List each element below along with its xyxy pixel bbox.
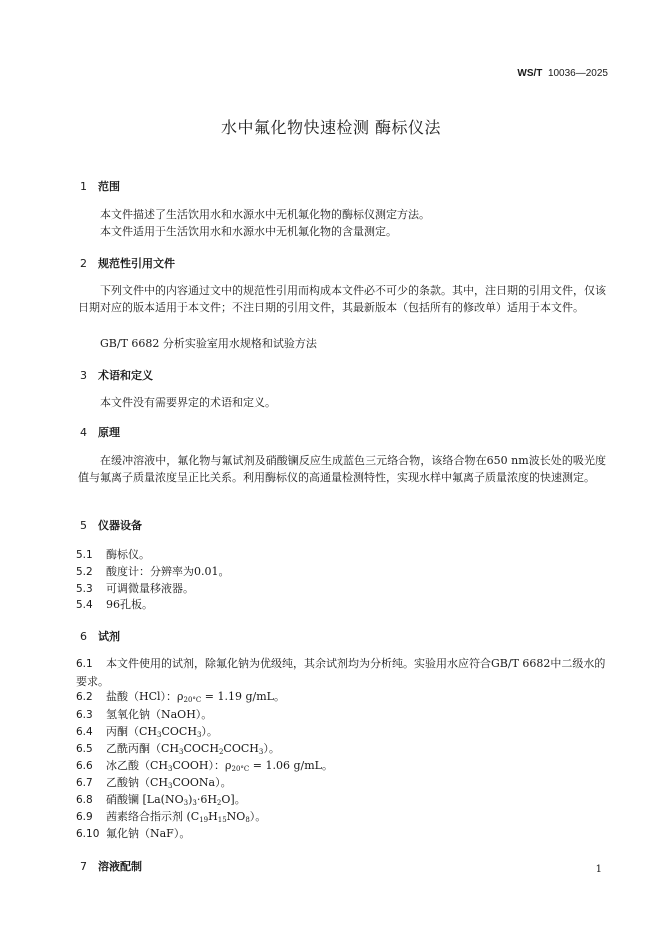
item-number: 6.6 [76, 760, 93, 772]
item-text: 96孔板。 [106, 598, 153, 611]
section-number: 1 [80, 180, 87, 193]
item-text: = 1.19 g/mL。 [201, 690, 285, 703]
item-text: COCH [161, 725, 197, 738]
section-6-heading [80, 628, 120, 644]
section-title: 溶液配制 [98, 860, 142, 873]
subscript: 3 [168, 765, 173, 773]
section-2-heading [80, 255, 175, 271]
item-text: ）。 [263, 742, 280, 755]
standard-code [517, 68, 608, 79]
page-number: 1 [595, 864, 602, 875]
item-text: 可调微量移液器。 [106, 582, 194, 595]
section-2-para-1: 下列文件中的内容通过文中的规范性引用而构成本文件必不可少的条款。其中，注日期的引用文件，仅该日期对应的版本适用于本文件；不注日期的引用文件，其最新版本（包括所有的修改单）适用于本文件。 [78, 284, 606, 314]
item-text: COOH）：ρ [172, 759, 232, 772]
subscript: 3 [196, 731, 202, 739]
item-number: 6.3 [76, 709, 93, 721]
list-item [76, 546, 150, 564]
item-text: 氢氧化钠（NaOH）。 [106, 708, 213, 721]
section-3-heading [80, 367, 153, 383]
section-1-para-1: 本文件描述了生活饮用水和水源水中无机氟化物的酶标仪测定方法。 [100, 208, 430, 221]
subscript: 3 [192, 799, 197, 807]
section-5-heading [80, 517, 142, 533]
subscript: 3 [258, 748, 264, 756]
item-number: 6.8 [76, 794, 93, 806]
item-text: ·6H [196, 793, 217, 806]
item-number: 6.9 [76, 811, 93, 823]
section-2-reference: GB/T 6682 分析实验室用水规格和试验方法 [100, 337, 317, 350]
subscript: 2 [218, 748, 224, 756]
item-number: 5.3 [76, 583, 93, 595]
list-item [76, 563, 230, 581]
item-number: 6.10 [76, 828, 100, 840]
section-7-heading [80, 858, 142, 874]
section-title: 术语和定义 [98, 369, 153, 382]
item-text: 冰乙酸（CH [106, 759, 169, 772]
std-number: 10036—2025 [547, 68, 608, 79]
item-text: 本文件使用的试剂，除氟化钠为优级纯，其余试剂均为分析纯。实验用水应符合GB/T 6682中二级水的要求。 [76, 657, 606, 688]
item-text: COCH [183, 742, 219, 755]
section-number: 3 [80, 369, 87, 382]
section-1-heading [80, 178, 120, 194]
section-number: 7 [80, 860, 87, 873]
subscript: 8 [245, 816, 250, 824]
item-text: ) [188, 793, 193, 806]
list-item [76, 825, 190, 843]
item-text: 酸度计：分辨率为0.01。 [106, 565, 230, 578]
item-number: 6.7 [76, 777, 93, 789]
subscript: 3 [168, 782, 173, 790]
section-1-para-2: 本文件适用于生活饮用水和水源水中无机氟化物的含量测定。 [100, 225, 397, 238]
item-number: 6.2 [76, 691, 93, 703]
document-title: 水中氟化物快速检测 酶标仪法 [220, 118, 442, 137]
std-code: WS/T [517, 68, 543, 79]
list-item [76, 655, 606, 690]
item-text: O]。 [221, 793, 246, 806]
item-text: = 1.06 g/mL。 [249, 759, 333, 772]
item-text: NO [226, 810, 246, 823]
item-number: 5.1 [76, 549, 93, 561]
section-4-para-1: 在缓冲溶液中，氟化物与氟试剂及硝酸镧反应生成蓝色三元络合物，该络合物在650 nm波长处的吸光度值与氟离子质量浓度呈正比关系。利用酶标仪的高通量检测特性，实现水样中氟离子质量浓度的快速测定。 [78, 454, 606, 484]
item-number: 5.4 [76, 599, 93, 611]
section-title: 原理 [98, 426, 120, 439]
section-number: 4 [80, 426, 87, 439]
section-number: 5 [80, 519, 87, 532]
item-text: 硝酸镧 [La(NO [106, 793, 184, 806]
item-text: COONa）。 [172, 776, 232, 789]
subscript: 3 [157, 731, 162, 739]
subscript: 3 [179, 748, 184, 756]
item-text: 盐酸（HCl）：ρ [106, 690, 184, 703]
section-number: 2 [80, 257, 87, 270]
item-text: H [208, 810, 218, 823]
subscript: 3 [183, 799, 189, 807]
section-number: 6 [80, 630, 87, 643]
subscript: 20°C [231, 765, 250, 773]
section-title: 试剂 [98, 630, 120, 643]
item-text: 茜素络合指示剂 (C [106, 810, 200, 823]
subscript: 20°C [183, 696, 202, 704]
item-text: 氟化钠（NaF）。 [106, 827, 191, 840]
item-number: 6.1 [76, 658, 93, 670]
item-number: 6.4 [76, 726, 93, 738]
item-text: ）。 [201, 725, 218, 738]
section-title: 仪器设备 [98, 519, 142, 532]
item-text: 乙酸钠（CH [106, 776, 169, 789]
item-text: COCH [223, 742, 259, 755]
subscript: 2 [216, 799, 222, 807]
list-item [76, 706, 212, 724]
subscript: 15 [217, 816, 227, 824]
item-number: 5.2 [76, 566, 93, 578]
item-text: 乙酰丙酮（CH [106, 742, 180, 755]
section-4-heading [80, 424, 120, 440]
section-3-para-1: 本文件没有需要界定的术语和定义。 [100, 396, 276, 409]
list-item [76, 596, 153, 614]
item-number: 6.5 [76, 743, 93, 755]
item-text: 丙酮（CH [106, 725, 158, 738]
section-title: 规范性引用文件 [98, 257, 175, 270]
item-text: 酶标仪。 [106, 548, 150, 561]
section-title: 范围 [98, 180, 120, 193]
item-text: ）。 [249, 810, 267, 823]
subscript: 19 [199, 816, 209, 824]
